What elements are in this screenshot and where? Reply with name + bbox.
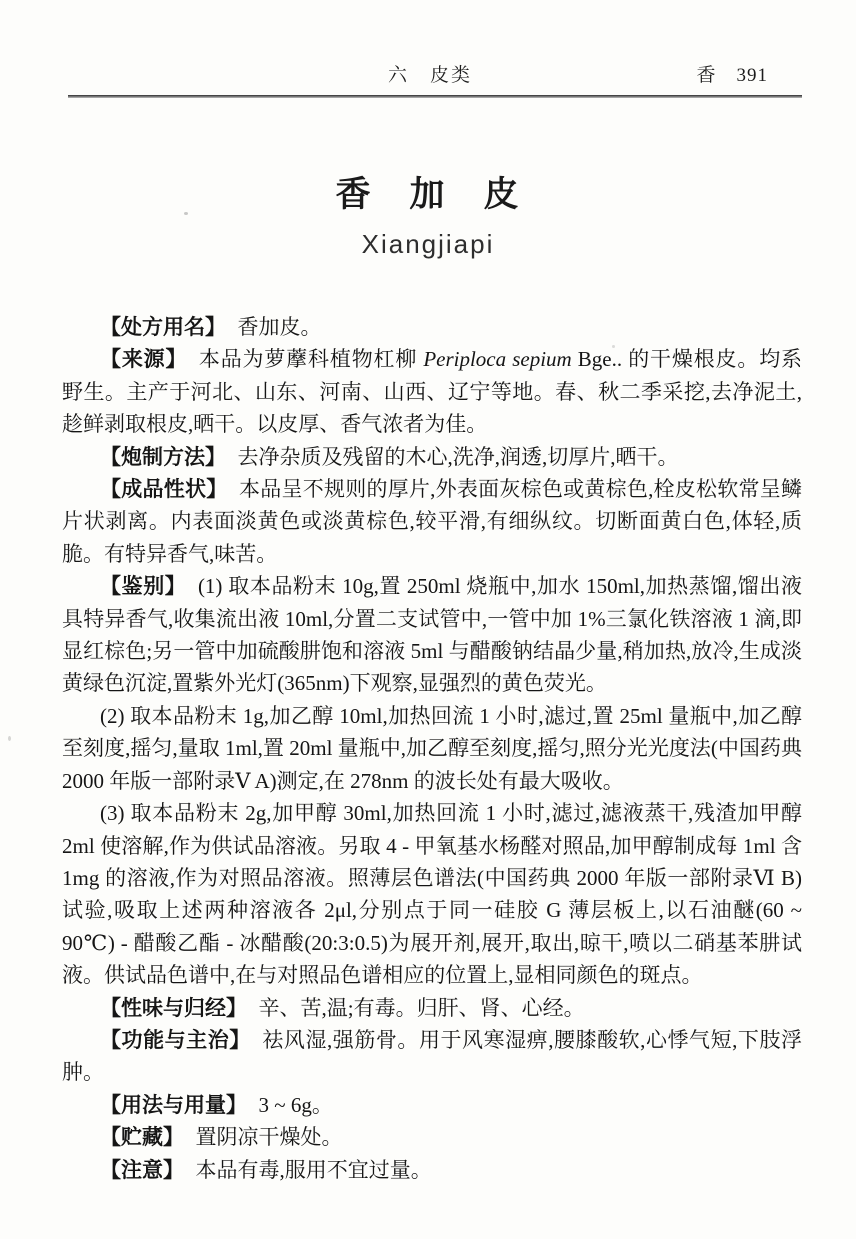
- section-label: 【来源】: [100, 347, 188, 372]
- section-function-indication: [62, 1024, 802, 1089]
- section-text: 置阴凉干燥处。: [195, 1125, 343, 1150]
- section-text: 本品为萝藦科植物杠柳: [198, 347, 424, 372]
- section-text: 辛、苦,温;有毒。归肝、肾、心经。: [258, 995, 585, 1020]
- section-label: 【用法与用量】: [100, 1092, 247, 1117]
- section-source: [62, 343, 802, 440]
- section-text: (3) 取本品粉末 2g,加甲醇 30ml,加热回流 1 小时,滤过,滤液蒸干,残渣加甲醇 2ml 使溶解,作为供试品溶液。另取 4 - 甲氧基水杨醛对照品,加甲醇制成每 1ml 含 1mg 的溶液,作为对照品溶液。照薄层色谱法(中国药典 2000 年版一部附录Ⅵ B)试验,吸取上述两种溶液各 2μl,分别点于同一硅胶 G 薄层板上,以石油醚(60 ~ 90℃) - 醋酸乙酯 - 冰醋酸(20:3:0.5)为展开剂,展开,取出,晾干,喷以二硝基苯肼试液。供试品色谱中,在与对照品色谱相应的位置上,显相同颜色的斑点。: [62, 801, 802, 988]
- section-storage: [62, 1121, 802, 1153]
- scan-speck: [184, 212, 188, 215]
- section-label: 【成品性状】: [100, 477, 228, 502]
- section-text: 本品有毒,服用不宜过量。: [195, 1157, 432, 1182]
- section-text: 祛风湿,强筋骨。用于风寒湿痹,腰膝酸软,心悸气短,下肢浮肿。: [62, 1027, 803, 1085]
- section-text: 本品呈不规则的厚片,外表面灰棕色或黄棕色,栓皮松软常呈鳞片状剥离。内表面淡黄色或淡黄棕色,较平滑,有细纵纹。切断面黄白色,体轻,质脆。有特异香气,味苦。: [62, 477, 803, 566]
- chapter-heading: 六 皮类: [387, 65, 473, 86]
- section-text: 香加皮。: [237, 315, 322, 339]
- monograph-title-chinese: 香 加 皮: [335, 175, 521, 214]
- section-identification-1: [62, 570, 802, 700]
- section-identification-2: [62, 700, 802, 797]
- section-caution: [62, 1154, 802, 1186]
- section-text: (2) 取本品粉末 1g,加乙醇 10ml,加热回流 1 小时,滤过,置 25ml 量瓶中,加乙醇至刻度,摇匀,量取 1ml,置 20ml 量瓶中,加乙醇至刻度,摇匀,照分光光度法(中国药典 2000 年版一部附录Ⅴ A)测定,在 278nm 的波长处有最大吸收。: [62, 703, 802, 793]
- scan-speck: [612, 345, 615, 348]
- section-label: 【功能与主治】: [100, 1027, 251, 1052]
- section-label: 【性味与归经】: [100, 995, 247, 1020]
- monograph-body: [62, 311, 802, 1186]
- section-processing-method: [62, 441, 802, 473]
- section-text: (1) 取本品粉末 10g,置 250ml 烧瓶中,加水 150ml,加热蒸馏,馏出液具特异香气,收集流出液 10ml,分置二支试管中,一管中加 1%三氯化铁溶液 1 滴,即显红棕色;另一管中加硫酸肼饱和溶液 5ml 与醋酸钠结晶少量,稍加热,放冷,生成淡黄绿色沉淀,置紫外光灯(365nm)下观察,显强烈的黄色荧光。: [62, 574, 803, 696]
- section-dosage: [62, 1089, 802, 1121]
- section-product-characters: [62, 473, 802, 570]
- monograph-title-block: [62, 167, 794, 260]
- section-text: Bge.. 的干燥根皮。均系野生。主产于河北、山东、河南、山西、辽宁等地。春、秋二季采挖,去净泥土,趁鲜剥取根皮,晒干。以皮厚、香气浓者为佳。: [62, 347, 803, 437]
- section-label: 【处方用名】: [100, 315, 226, 339]
- latin-botanical-name: Periploca sepium: [423, 347, 572, 372]
- section-label: 【注意】: [100, 1157, 184, 1182]
- section-label: 【鉴别】: [100, 574, 187, 599]
- section-text: 去净杂质及残留的木心,洗净,润透,切厚片,晒干。: [237, 444, 679, 469]
- monograph-title-pinyin: Xiangjiapi: [361, 229, 495, 259]
- section-text: 3 ~ 6g。: [258, 1092, 333, 1117]
- header-divider: [68, 95, 802, 98]
- section-label: 【炮制方法】: [100, 444, 226, 469]
- section-prescription-name: [62, 311, 802, 343]
- section-property-meridian: [62, 992, 802, 1024]
- page-number: 香 391: [696, 65, 768, 86]
- scan-speck: [8, 736, 11, 741]
- section-identification-3: [62, 797, 802, 991]
- running-header: [68, 60, 792, 86]
- section-label: 【贮藏】: [100, 1125, 184, 1150]
